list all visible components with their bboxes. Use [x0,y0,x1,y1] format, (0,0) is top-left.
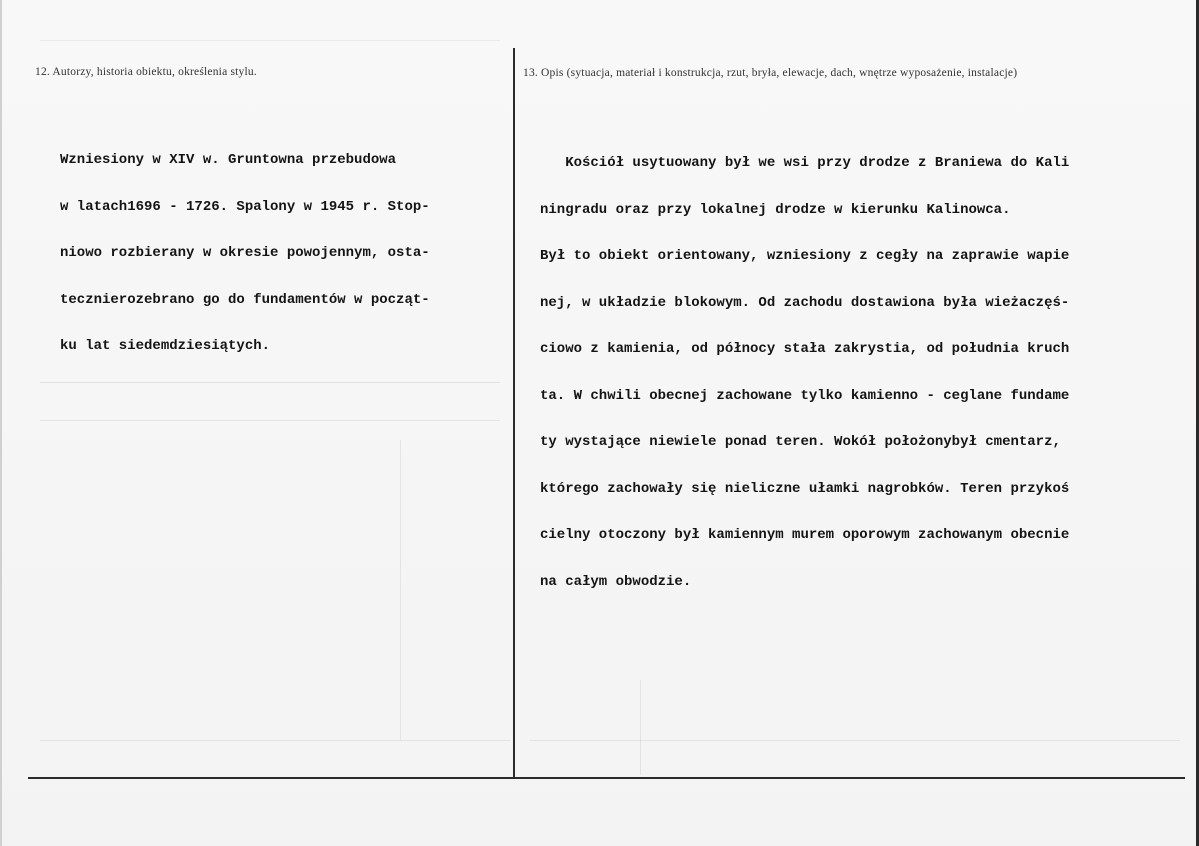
section-12-text [60,122,430,386]
section-13-line: ta. W chwili obecnej zachowane tylko kamienno - ceglane fundame [540,387,1070,404]
section-12-line: tecznierozebrano go do fundamentów w począt- [60,291,430,308]
faint-bleed-line [640,680,641,775]
column-divider [513,48,515,778]
section-13-line: ciowo z kamienia, od północy stała zakrystia, od południa kruch [540,341,1070,357]
faint-bleed-line [530,740,1180,741]
section-13-line: cielny otoczony był kamiennym murem oporowym zachowanym obecnie [540,527,1070,543]
faint-bleed-line [40,40,500,41]
section-12-line: w latach1696 - 1726. Spalony w 1945 r. Stop- [60,198,430,215]
section-12-line: ku lat siedemdziesiątych. [60,338,271,354]
section-13-line: nej, w układzie blokowym. Od zachodu dostawiona była wieżaczęś- [540,294,1070,311]
section-13-line: na całym obwodzie. [540,573,692,590]
faint-bleed-line [40,420,500,421]
faint-bleed-line [40,740,510,741]
section-12-label: 12. Autorzy, historia obiektu, określenia stylu. [35,66,257,78]
faint-bleed-line [400,440,401,740]
section-12-line: Wzniesiony w XIV w. Gruntowna przebudowa [60,152,397,168]
section-13-line: Był to obiekt orientowany, wzniesiony z cegły na zaprawie wapie [540,248,1070,264]
section-13-line: Kościół usytuowany był we wsi przy drodze z Braniewa do Kali [540,155,1070,171]
section-13-label: 13. Opis (sytuacja, materiał i konstrukcja, rzut, bryła, elewacje, dach, wnętrze wyposażenie, instalacje) [523,67,1018,79]
bottom-rule [28,777,1185,779]
section-13-line: którego zachowały się nieliczne ułamki nagrobków. Teren przykoś [540,480,1070,497]
section-13-text [540,125,1186,621]
sheet-left-edge [0,0,2,846]
section-13-line: ningradu oraz przy lokalnej drodze w kierunku Kalinowca. [540,201,1011,218]
section-12-line: niowo rozbierany w okresie powojennym, osta- [60,245,430,261]
section-13-line: ty wystające niewiele ponad teren. Wokół położonybył cmentarz, [540,434,1061,450]
